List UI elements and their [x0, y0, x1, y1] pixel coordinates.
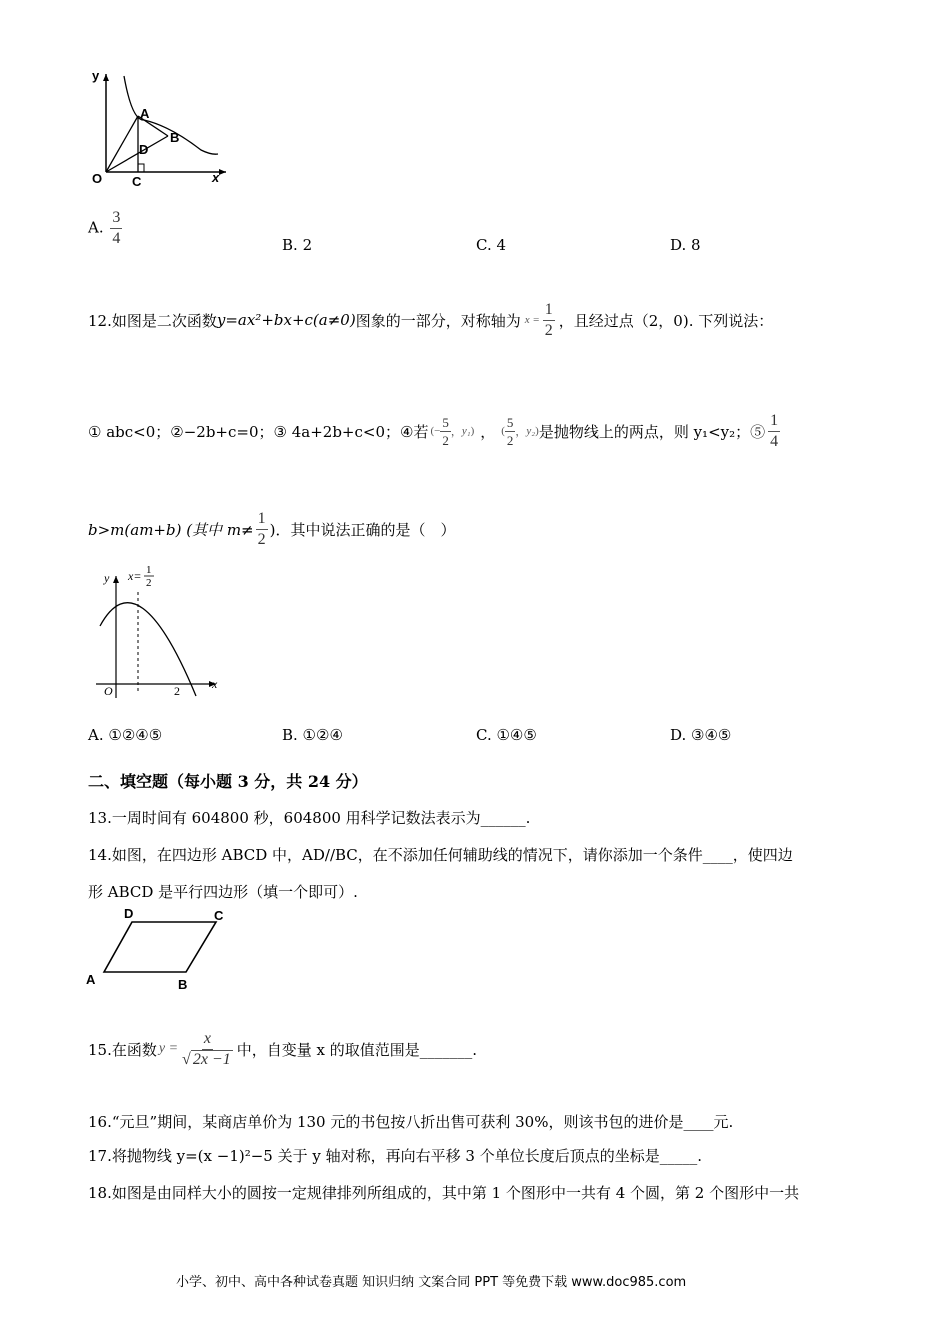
q15-num: x [202, 1031, 213, 1050]
q12-point1: (− $\frac{5}{2}$ ， y₁ ) [430, 414, 475, 448]
q11-option-b-letter: B. [282, 236, 298, 254]
fig11-label-c: C [132, 174, 142, 189]
q15-den: √ 2x −1 [182, 1050, 231, 1068]
figure-q14-parallelogram [82, 904, 232, 996]
q11-option-d [670, 236, 701, 254]
fig12-axis-num: 1 [146, 564, 152, 576]
section2-heading: 二、填空题（每小题 3 分，共 24 分） [88, 772, 368, 791]
fig11-label-a: A [140, 106, 150, 121]
fig11-label-x: x [212, 170, 220, 185]
fig12-axis-label: x= [128, 569, 142, 583]
fig12-label-y: y [104, 571, 110, 585]
q12-option-c: C. ①④⑤ [476, 726, 537, 744]
q14-line1: 14.如图，在四边形 ABCD 中，AD//BC，在不添加任何辅助线的情况下，请你添加一个条件____，使四边 [88, 846, 793, 864]
q11-option-a [88, 210, 122, 247]
fig11-label-d: D [139, 142, 149, 157]
q11-option-c-letter: C. [476, 236, 492, 254]
q12-m-num: 1 [256, 511, 268, 530]
q12-line1-suffix: ，且经过点（2，0). 下列说法： [558, 311, 774, 330]
q12-line2: ① abc<0；②−2b+c=0；③ 4a+2b+c<0；④若 (− $\frac{5}{2}$ ， y₁ ) ， ( $\frac{5}{2}$ ， y₂ ) 是抛物线上的两点，则 y₁<y₂；⑤ $\frac{1}{4}$ [88, 411, 779, 450]
q12-m-fraction [256, 511, 268, 548]
q15-suffix: 中，自变量 x 的取值范围是_______. [236, 1040, 477, 1059]
q15-prefix: 15.在函数 [88, 1040, 157, 1059]
q12-point2-fraction [505, 416, 516, 447]
fig14-label-a: A [86, 972, 96, 987]
q12-line3 [88, 508, 455, 550]
q11-option-b [282, 236, 312, 254]
q11-option-a-letter: A. [88, 218, 104, 237]
q11-option-a-num: 3 [110, 210, 122, 229]
q12-option-a: A. ①②④⑤ [88, 726, 163, 744]
q16-text: 16.“元旦”期间，某商店单价为 130 元的书包按八折出售可获利 30%，则该书包的进价是____元. [88, 1113, 734, 1131]
q14-line2: 形 ABCD 是平行四边形（填一个即可）. [88, 883, 358, 901]
fig11-label-b: B [170, 130, 180, 145]
fig14-label-c: C [214, 908, 224, 923]
figure-q11-hyperbola [86, 66, 232, 192]
fig11-label-y: y [92, 68, 100, 83]
fig11-label-o: O [92, 171, 103, 186]
q12-option-b: B. ①②④ [282, 726, 343, 744]
q12-line1-mid: 图象的一部分，对称轴为 [355, 311, 521, 330]
q12-point1-fraction [440, 416, 451, 447]
q15-fraction [182, 1031, 233, 1068]
q11-option-d-text: 8 [691, 236, 701, 254]
fig12-label-x: x [212, 677, 218, 691]
fig12-axis-den: 2 [146, 577, 152, 589]
fig14-label-b: B [178, 977, 188, 992]
q12-p2-y: y₂ [526, 425, 536, 437]
q11-option-c-text: 4 [496, 236, 507, 254]
q12-line3-question: )．其中说法正确的是（ ） [269, 520, 456, 539]
q11-option-c [476, 236, 506, 254]
q11-option-b-text: 2 [302, 236, 313, 254]
q12-p1-den: 2 [442, 432, 449, 448]
q12-f5-den: 4 [770, 432, 779, 450]
q18-text: 18.如图是由同样大小的圆按一定规律排列所组成的，其中第 1 个图形中一共有 4 个圆，第 2 个图形中一共 [88, 1184, 800, 1202]
figure-q12-parabola [86, 562, 226, 702]
q12-line1-func: y=ax²+bx+c(a≠0) [216, 311, 356, 329]
q17-text: 17.将抛物线 y=(x −1)²−5 关于 y 轴对称，再向右平移 3 个单位长度后顶点的坐标是_____. [88, 1147, 702, 1165]
q12-line2-statements: ① abc<0；②−2b+c=0；③ 4a+2b+c<0；④若 [88, 422, 429, 441]
q12-p2-num: 5 [506, 414, 514, 430]
q13-text: 13.一周时间有 604800 秒，604800 用科学记数法表示为______. [88, 809, 531, 827]
q12-line1-prefix: 12.如图是二次函数 [88, 311, 217, 330]
q12-f5-num: 1 [768, 413, 780, 432]
q12-point2: ( $\frac{5}{2}$ ， y₂ ) [501, 414, 539, 448]
q12-option-d: D. ③④⑤ [670, 726, 732, 744]
q12-m-den: 2 [257, 530, 266, 548]
q15-y-eq: y = [158, 1041, 179, 1056]
q12-p1-num: 5 [442, 414, 449, 430]
q15-den-radicand: 2x −1 [192, 1050, 231, 1068]
q11-option-a-den: 4 [112, 230, 121, 247]
q12-line2-cont: 是抛物线上的两点，则 y₁<y₂；⑤ [538, 422, 766, 441]
q11-option-d-letter: D. [670, 236, 687, 254]
q12-p2-den: 2 [506, 432, 514, 448]
q15-line [88, 1024, 477, 1074]
page-footer: 小学、初中、高中各种试卷真题 知识归纳 文案合同 PPT 等免费下载 www.doc985.com [176, 1275, 687, 1290]
fig14-label-d: D [124, 906, 134, 921]
q12-axis-den: 2 [544, 321, 553, 339]
q12-line1 [88, 300, 773, 340]
q12-axis-num: 1 [543, 302, 555, 321]
q12-axis-lhs: x = [524, 314, 540, 326]
q12-p1-y: y₁ [461, 425, 471, 437]
fig12-label-o: O [104, 684, 113, 698]
q12-axis-fraction [543, 302, 555, 339]
fig12-label-two: 2 [174, 684, 180, 698]
q12-f5-fraction [768, 413, 780, 450]
q11-option-a-fraction [110, 210, 122, 247]
q12-line3-ineq: b>m(am+b) (其中 m≠ [88, 520, 254, 539]
